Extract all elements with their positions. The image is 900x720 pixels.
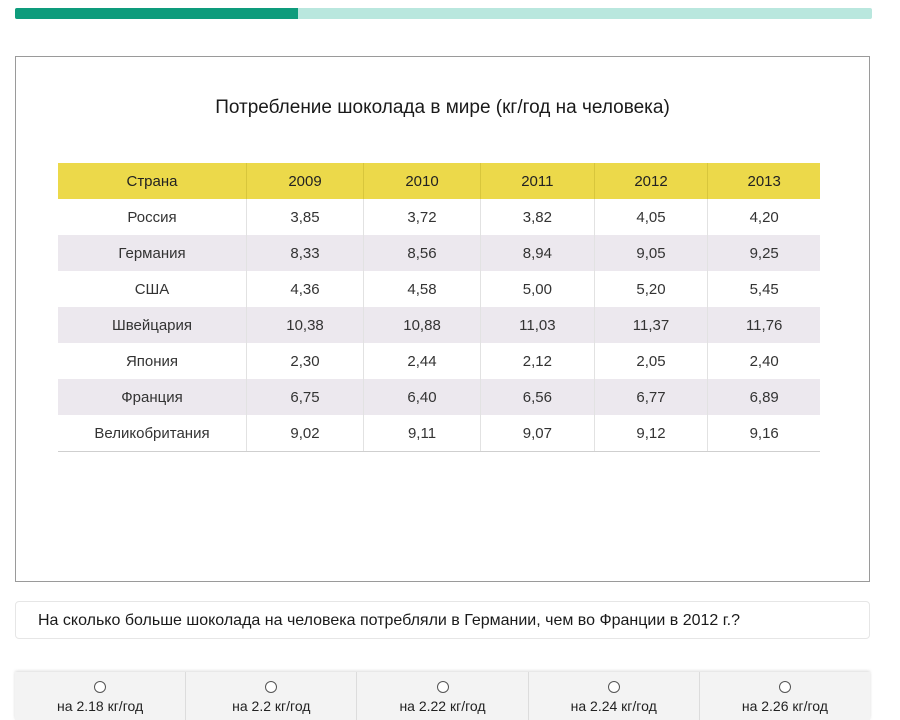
radio-icon[interactable] (265, 681, 277, 693)
answer-label: на 2.22 кг/год (399, 698, 486, 714)
answer-options (15, 672, 870, 720)
cell-country: Россия (58, 199, 247, 235)
cell-value: 5,00 (481, 271, 595, 307)
header-country: Страна (58, 163, 247, 199)
answer-option-3[interactable] (357, 672, 528, 720)
table-title: Потребление шоколада в мире (кг/год на человека) (215, 97, 670, 118)
cell-value: 2,05 (594, 343, 708, 379)
cell-value: 9,07 (481, 415, 595, 452)
cell-value: 8,33 (247, 235, 364, 271)
cell-value: 6,89 (708, 379, 820, 415)
cell-value: 11,37 (594, 307, 708, 343)
cell-value: 3,85 (247, 199, 364, 235)
progress-bar (15, 8, 872, 19)
cell-value: 9,02 (247, 415, 364, 452)
answer-label: на 2.24 кг/год (570, 698, 657, 714)
header-year: 2013 (708, 163, 820, 199)
cell-value: 11,03 (481, 307, 595, 343)
table-row (58, 343, 820, 379)
cell-value: 6,77 (594, 379, 708, 415)
table-row (58, 307, 820, 343)
cell-country: Франция (58, 379, 247, 415)
cell-value: 5,45 (749, 280, 779, 298)
radio-icon[interactable] (94, 681, 106, 693)
answer-option-5[interactable] (700, 672, 870, 720)
cell-value: 4,36 (247, 271, 364, 307)
cell-value: 2,40 (749, 352, 779, 370)
table-row (58, 199, 820, 235)
radio-icon[interactable] (437, 681, 449, 693)
header-year: 2012 (594, 163, 708, 199)
cell-value: 4,20 (749, 208, 779, 226)
radio-icon[interactable] (608, 681, 620, 693)
cell-value: 3,72 (364, 199, 481, 235)
cell-value: 9,25 (708, 235, 820, 271)
chart-card (15, 56, 870, 582)
table-header-row (58, 163, 820, 199)
cell-value: 9,11 (364, 415, 481, 452)
cell-value: 2,44 (364, 343, 481, 379)
cell-value: 4,05 (594, 199, 708, 235)
cell-country: Швейцария (58, 307, 247, 343)
table-row (58, 271, 820, 307)
cell-value: 9,12 (594, 415, 708, 452)
cell-country: Великобритания (58, 415, 247, 452)
table-row (58, 415, 820, 452)
cell-value: 9,16 (708, 415, 820, 452)
answer-option-1[interactable] (15, 672, 186, 720)
cell-value: 6,75 (247, 379, 364, 415)
cell-value: 2,30 (247, 343, 364, 379)
cell-value: 6,40 (364, 379, 481, 415)
cell-value: 8,56 (364, 235, 481, 271)
answer-label: на 2.26 кг/год (741, 698, 828, 714)
question-box (15, 601, 870, 639)
header-year: 2009 (247, 163, 364, 199)
table-row (58, 235, 820, 271)
cell-value: 8,94 (481, 235, 595, 271)
question-text: На сколько больше шоколада на человека потребляли в Германии, чем во Франции в 2012 г.? (38, 612, 740, 629)
header-year: 2011 (481, 163, 595, 199)
answer-option-2[interactable] (186, 672, 357, 720)
consumption-table (58, 163, 820, 452)
header-year: 2010 (364, 163, 481, 199)
table-row (58, 379, 820, 415)
radio-icon[interactable] (779, 681, 791, 693)
cell-value: 2,12 (481, 343, 595, 379)
cell-value: 3,82 (481, 199, 595, 235)
cell-value: 5,20 (594, 271, 708, 307)
cell-country: Германия (58, 235, 247, 271)
cell-value: 10,38 (247, 307, 364, 343)
cell-value: 10,88 (364, 307, 481, 343)
cell-value: 9,05 (594, 235, 708, 271)
cell-country: США (58, 271, 247, 307)
cell-value: 4,58 (364, 271, 481, 307)
cell-value: 6,56 (481, 379, 595, 415)
cell-country: Япония (58, 343, 247, 379)
progress-bar-fill (15, 8, 298, 19)
answer-label: на 2.2 кг/год (232, 698, 311, 714)
cell-value: 11,76 (708, 307, 820, 343)
answer-option-4[interactable] (529, 672, 700, 720)
answer-label: на 2.18 кг/год (57, 698, 144, 714)
